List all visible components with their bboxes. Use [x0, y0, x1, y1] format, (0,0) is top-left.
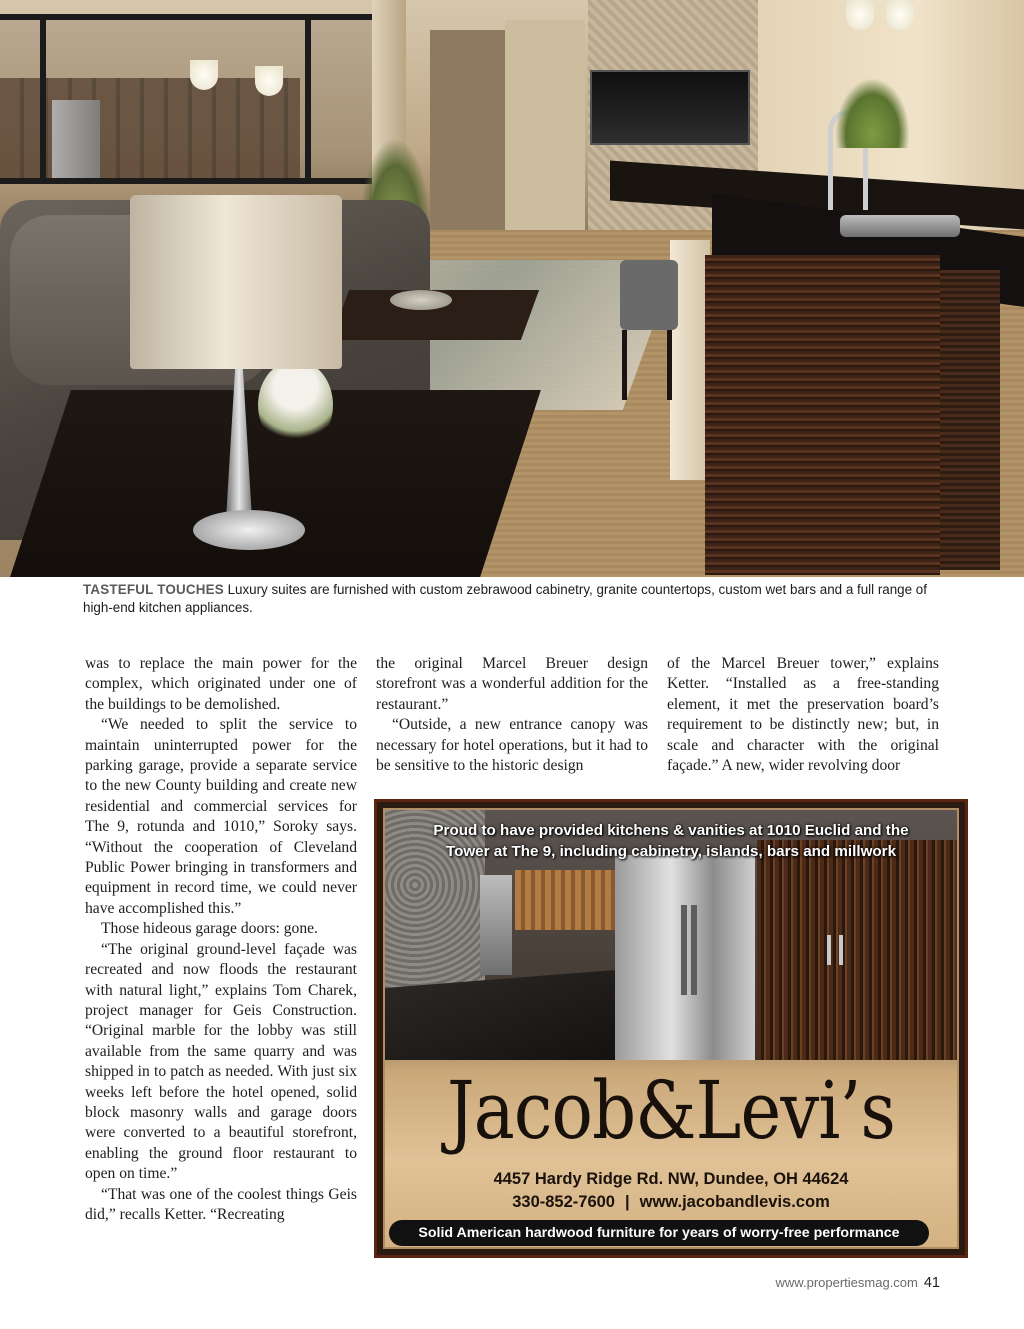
- photo-bar-stool: [620, 260, 678, 330]
- jacob-and-levis-advertisement[interactable]: [374, 799, 968, 1258]
- footer-website: www.propertiesmag.com: [775, 1275, 918, 1290]
- photo-lamp-base: [193, 510, 305, 550]
- photo-bar-stool-legs: [622, 330, 672, 400]
- hero-photo: [0, 0, 1024, 577]
- photo-counter-plant: [835, 78, 910, 148]
- ad-photo-refrigerator: [615, 855, 755, 1060]
- article-paragraph: “That was one of the coolest things Geis did,” recalls Ketter. “Recreating: [85, 1185, 357, 1223]
- article-column-3: [667, 654, 939, 776]
- photo-caption: [83, 581, 953, 617]
- article-paragraph: Those hideous garage doors: gone.: [101, 920, 318, 938]
- ad-photo-upper-cabinets: [515, 870, 615, 930]
- photo-pendant-light: [255, 66, 283, 96]
- photo-zebrawood-cabinets: [940, 270, 1000, 570]
- page-number: 41: [923, 1275, 940, 1291]
- article-column-2: [376, 654, 648, 776]
- ad-headline: [385, 820, 957, 862]
- ad-brand-logo: Jacob&Levi’s: [447, 1064, 895, 1157]
- page-footer: [700, 1275, 940, 1291]
- photo-hallway: [505, 20, 585, 240]
- article-paragraph: was to replace the main power for the complex, which originated under one of the buildings to be demolished.: [85, 655, 357, 713]
- photo-pendant-light: [190, 60, 218, 90]
- article-paragraph: of the Marcel Breuer tower,” explains Ketter. “Installed as a free-standing element, it met the preservation board’s requirement to be distinctly new; but, in scale and character with the original façade.” A new, wider revolving door: [667, 655, 939, 775]
- photo-glass-partition: [0, 14, 380, 184]
- ad-separator: |: [625, 1193, 630, 1211]
- article-column-1: [85, 654, 357, 1225]
- photo-lamp-shade: [130, 195, 342, 369]
- ad-headline-line-1: Proud to have provided kitchens & vanities at 1010 Euclid and the: [433, 822, 909, 839]
- ad-address: 4457 Hardy Ridge Rd. NW, Dundee, OH 44624: [493, 1170, 849, 1188]
- photo-sink: [840, 215, 960, 237]
- ad-tagline-bar: Solid American hardwood furniture for years of worry-free performance: [389, 1220, 929, 1246]
- ad-contact-line: [385, 1193, 957, 1212]
- photo-zebrawood-island: [705, 255, 940, 575]
- ad-headline-line-2: Tower at The 9, including cabinetry, islands, bars and millwork: [445, 843, 897, 860]
- photo-bowl: [390, 290, 452, 310]
- caption-text: Luxury suites are furnished with custom zebrawood cabinetry, granite countertops, custom wet bars and a full range of high-end kitchen appliances.: [83, 582, 927, 615]
- article-paragraph: “Outside, a new entrance canopy was necessary for hotel operations, but it had to be sensitive to the historic design: [376, 716, 648, 775]
- photo-fireplace: [590, 70, 750, 145]
- caption-kicker: TASTEFUL TOUCHES: [83, 582, 224, 597]
- ad-photo-wall-ovens: [480, 875, 512, 975]
- ad-photo-zebrawood-pantry: [757, 840, 959, 1060]
- photo-pendant-light: [886, 0, 914, 30]
- article-paragraph: “We needed to split the service to maintain uninterrupted power for the parking garage, provide a separate service to the new County building and create new residential and commercial services for The 9, rotunda and 1010,” Soroky says. “Without the cooperation of Cleveland Public Power bringing in transformers and equipment in record time, we could never have accomplished this.”: [85, 716, 357, 917]
- photo-flowers: [258, 360, 333, 450]
- ad-phone: 330-852-7600: [512, 1193, 615, 1211]
- ad-inner-frame: [383, 808, 959, 1249]
- photo-pendant-light: [846, 0, 874, 30]
- ad-website-link[interactable]: www.jacobandlevis.com: [639, 1193, 830, 1211]
- article-paragraph: the original Marcel Breuer design storefront was a wonderful addition for the restaurant.”: [376, 655, 648, 713]
- photo-doorway: [430, 30, 515, 230]
- article-paragraph: “The original ground-level façade was recreated and now floods the restaurant with natural light,” explains Tom Charek, project manager for Geis Construction. “Original marble for the lobby was still available from the same quarry and was shipped in to patch as needed. With just six weeks left before the hotel opened, solid block masonry walls and garage doors were converted to a beautiful storefront, enabling the ground floor restaurant to open on time.”: [85, 940, 357, 1183]
